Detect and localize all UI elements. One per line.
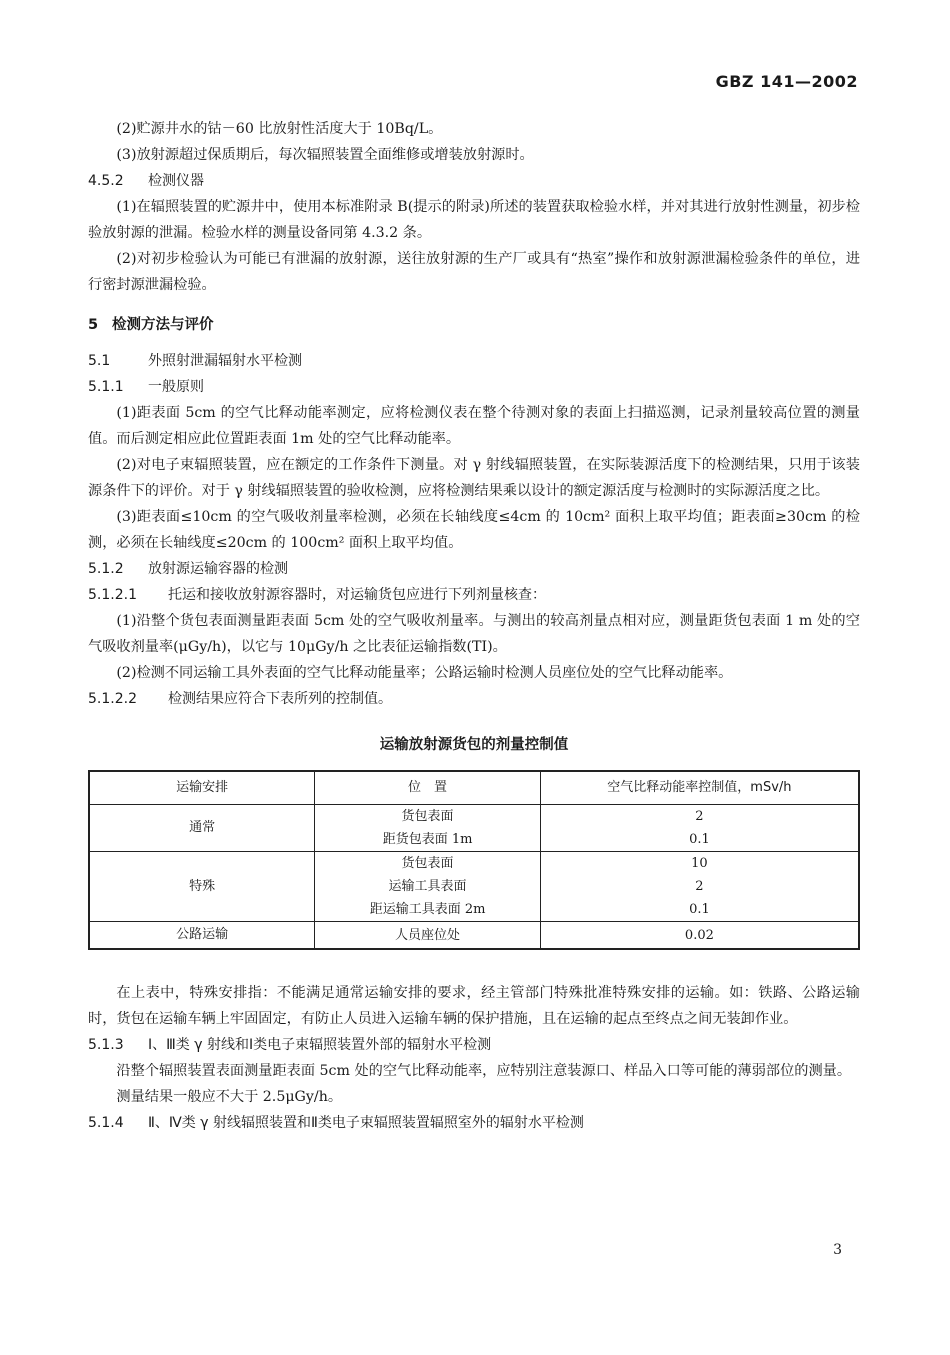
value-cell [540, 805, 859, 852]
chapter-number: 5 [88, 317, 99, 333]
table-title: 运输放射源货包的剂量控制值 [379, 737, 569, 753]
heading-title: 外照射泄漏辐射水平检测 [148, 353, 302, 369]
arrangement-cell: 公路运输 [89, 922, 315, 950]
paragraph: (1)沿整个货包表面测量距表面 5cm 处的空气吸收剂量率。与测出的较高剂量点相对应，测量距货包表面 1 m 处的空气吸收剂量率(μGy/h)，以它与 10μGy/h 之比表征运输指数(TI)。 [88, 613, 860, 655]
paragraph: (1)距表面 5cm 的空气比释动能率测定，应将检测仪表在整个待测对象的表面上扫描巡测，记录剂量较高位置的测量值。而后测定相应此位置距表面 1m 处的空气比释动能率。 [88, 405, 860, 447]
position-text: 人员座位处 [395, 927, 461, 943]
heading-number: 5.1.2 [88, 561, 124, 577]
column-header: 运输安排 [89, 771, 315, 805]
paragraph: (2)对电子束辐照装置，应在额定的工作条件下测量。对 γ 射线辐照装置，在实际装源活度下的检测结果，只用于该装源条件下的评价。对于 γ 射线辐照装置的验收检测，应将检测结果乘以设计的额定源活度与检测时的实际源活度之比。 [88, 457, 860, 499]
position-text: 距货包表面 1m [382, 832, 473, 847]
heading-number: 5.1.1 [88, 379, 124, 395]
heading-4-5-2 [88, 168, 860, 194]
value-text: 0.1 [689, 902, 710, 917]
paragraph: (2)贮源井水的钴－60 比放射性活度大于 10Bq/L。 [116, 121, 443, 137]
arrangement-cell: 通常 [89, 805, 315, 852]
heading-number: 4.5.2 [88, 173, 124, 189]
heading-number: 5.1.4 [88, 1115, 124, 1131]
chapter-title: 检测方法与评价 [112, 317, 214, 333]
heading-5-1-2 [88, 556, 860, 582]
position-cell [315, 805, 541, 852]
table-row [89, 805, 859, 852]
value-text: 2 [695, 879, 704, 894]
value-text: 10 [691, 856, 708, 871]
heading-title: Ⅰ、Ⅲ类 γ 射线和Ⅰ类电子束辐照装置外部的辐射水平检测 [148, 1037, 492, 1053]
heading-title: 一般原则 [148, 379, 204, 395]
value-text: 0.02 [684, 927, 714, 943]
heading-title: 检测仪器 [148, 173, 204, 189]
heading-title: Ⅱ、Ⅳ类 γ 射线辐照装置和Ⅱ类电子束辐照装置辐照室外的辐射水平检测 [148, 1115, 584, 1131]
heading-5-1-2-1 [88, 582, 860, 608]
position-text: 货包表面 [401, 809, 454, 824]
heading-5-1 [88, 348, 860, 374]
table-header-row [89, 771, 859, 805]
standard-code: GBZ 141—2002 [715, 72, 858, 91]
arrangement-cell: 特殊 [89, 852, 315, 922]
page-content [88, 116, 860, 1136]
paragraph: (2)对初步检验认为可能已有泄漏的放射源，送往放射源的生产厂或具有“热室”操作和放射源泄漏检验条件的单位，进行密封源泄漏检验。 [88, 251, 860, 293]
dose-control-table [88, 770, 860, 950]
heading-5-1-1 [88, 374, 860, 400]
position-text: 距运输工具表面 2m [369, 902, 486, 917]
column-header: 位 置 [315, 771, 541, 805]
paragraph: 测量结果一般应不大于 2.5μGy/h。 [116, 1089, 343, 1105]
heading-number: 5.1 [88, 353, 111, 369]
heading-5-1-4 [88, 1110, 860, 1136]
chapter-5-heading [88, 312, 860, 338]
position-text: 货包表面 [401, 856, 454, 871]
value-text: 2 [695, 809, 704, 824]
heading-number: 5.1.2.1 [88, 587, 137, 603]
position-cell [315, 922, 541, 950]
heading-number: 5.1.3 [88, 1037, 124, 1053]
column-header: 空气比释动能率控制值，mSv/h [540, 771, 859, 805]
paragraph: (1)在辐照装置的贮源井中，使用本标准附录 B(提示的附录)所述的装置获取检验水样，并对其进行放射性测量，初步检验放射源的泄漏。检验水样的测量设备同第 4.3.2 条。 [88, 199, 860, 241]
table-row [89, 922, 859, 950]
page-number: 3 [833, 1242, 842, 1258]
heading-title: 放射源运输容器的检测 [148, 561, 288, 577]
paragraph: (2)检测不同运输工具外表面的空气比释动能量率；公路运输时检测人员座位处的空气比释动能率。 [116, 665, 733, 681]
paragraph: (3)放射源超过保质期后，每次辐照装置全面维修或增装放射源时。 [116, 147, 534, 163]
after-table-section [88, 980, 860, 1136]
position-text: 运输工具表面 [388, 879, 467, 894]
paragraph: 在上表中，特殊安排指：不能满足通常运输安排的要求，经主管部门特殊批准特殊安排的运输。如：铁路、公路运输时，货包在运输车辆上牢固固定，有防止人员进入运输车辆的保护措施，且在运输的起点至终点之间无装卸作业。 [88, 985, 860, 1027]
paragraph: (3)距表面≤10cm 的空气吸收剂量率检测，必须在长轴线度≤4cm 的 10cm² 面积上取平均值；距表面≥30cm 的检测，必须在长轴线度≤20cm 的 100cm² 面积上取平均值。 [88, 509, 860, 551]
value-cell [540, 922, 859, 950]
heading-title: 检测结果应符合下表所列的控制值。 [168, 691, 392, 707]
paragraph: 沿整个辐照装置表面测量距表面 5cm 处的空气比释动能率，应特别注意装源口、样品入口等可能的薄弱部位的测量。 [116, 1063, 852, 1079]
heading-5-1-3 [88, 1032, 860, 1058]
table-row [89, 852, 859, 922]
heading-title: 托运和接收放射源容器时，对运输货包应进行下列剂量核查： [168, 587, 546, 603]
value-text: 0.1 [689, 832, 710, 847]
heading-5-1-2-2 [88, 686, 860, 712]
heading-number: 5.1.2.2 [88, 691, 137, 707]
value-cell [540, 852, 859, 922]
position-cell [315, 852, 541, 922]
